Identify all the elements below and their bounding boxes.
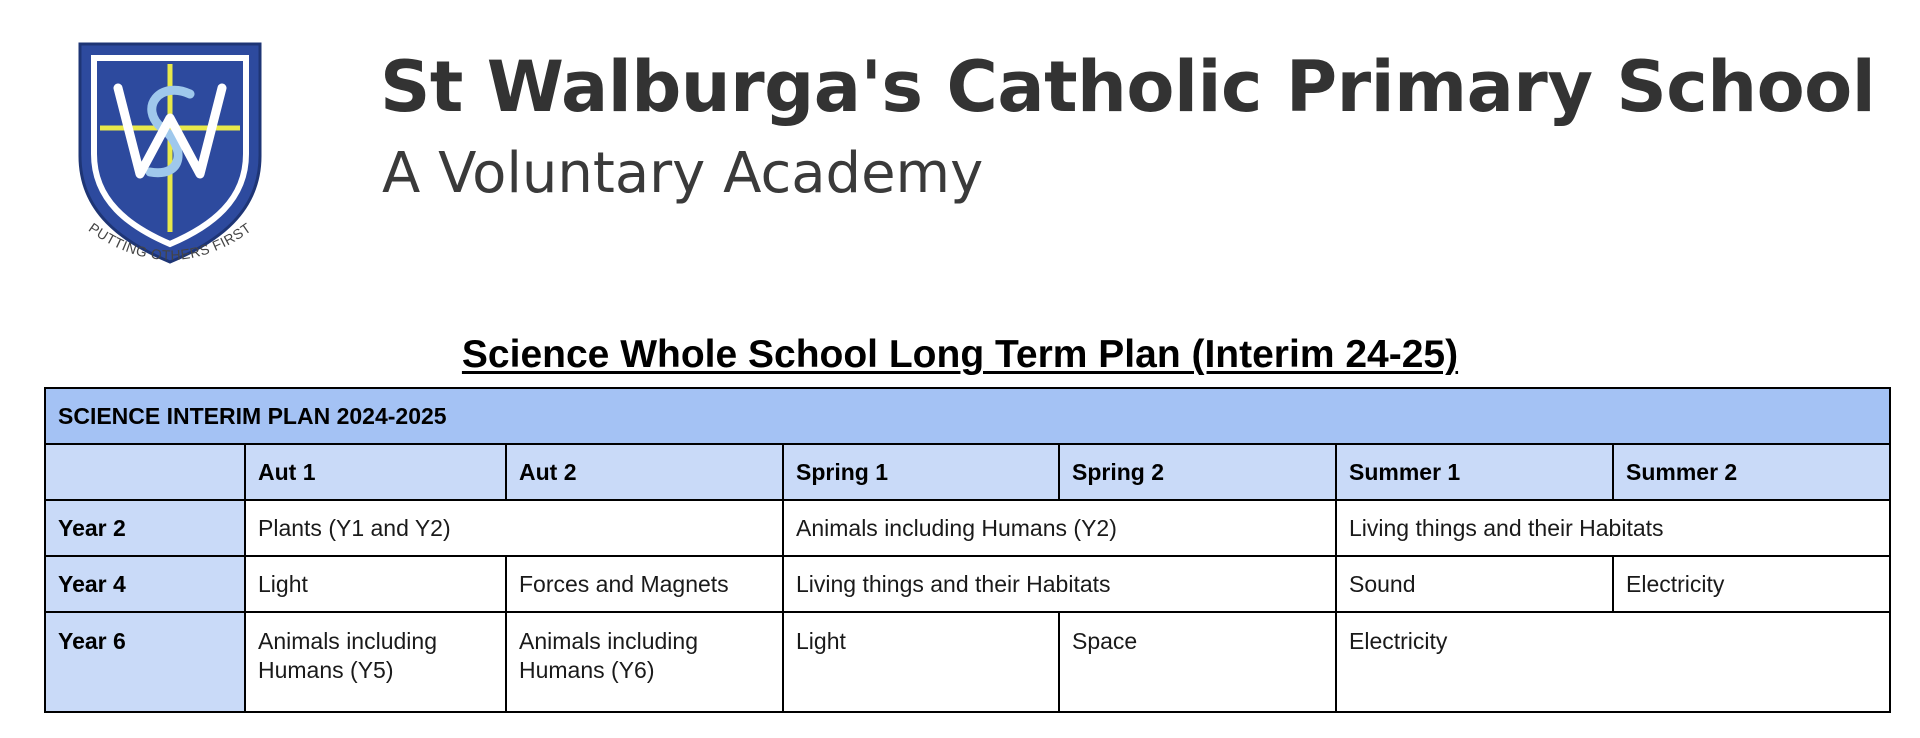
- year-label: Year 4: [45, 556, 245, 612]
- term-header-summer2: Summer 2: [1613, 444, 1890, 500]
- topic-cell: Light: [245, 556, 506, 612]
- year-label: Year 2: [45, 500, 245, 556]
- topic-cell: Living things and their Habitats: [1336, 500, 1890, 556]
- topic-cell: Animals including Humans (Y5): [245, 612, 506, 712]
- table-row: [45, 612, 1890, 712]
- term-header-aut1: Aut 1: [245, 444, 506, 500]
- topic-cell: Light: [783, 612, 1059, 712]
- topic-cell: Sound: [1336, 556, 1613, 612]
- topic-cell: Plants (Y1 and Y2): [245, 500, 783, 556]
- term-header-summer1: Summer 1: [1336, 444, 1613, 500]
- term-header-aut2: Aut 2: [506, 444, 783, 500]
- school-crest-logo: [66, 36, 276, 276]
- crest-motto-text: PUTTING OTHERS FIRST: [85, 219, 255, 264]
- document-title: Science Whole School Long Term Plan (Interim 24-25): [461, 333, 1459, 376]
- year-label: Year 6: [45, 612, 245, 712]
- term-header-spring2: Spring 2: [1059, 444, 1336, 500]
- school-name: St Walburga's Catholic Primary School: [380, 46, 1876, 128]
- table-row: [45, 556, 1890, 612]
- topic-cell: Animals including Humans (Y6): [506, 612, 783, 712]
- topic-cell: Forces and Magnets: [506, 556, 783, 612]
- table-banner: SCIENCE INTERIM PLAN 2024-2025: [45, 388, 1890, 444]
- topic-cell: Electricity: [1336, 612, 1890, 712]
- term-header-spring1: Spring 1: [783, 444, 1059, 500]
- table-row: [45, 500, 1890, 556]
- school-subtitle: A Voluntary Academy: [382, 141, 984, 206]
- term-header-row: [45, 444, 1890, 500]
- topic-cell: Animals including Humans (Y2): [783, 500, 1336, 556]
- table-banner-row: [45, 388, 1890, 444]
- topic-cell: Space: [1059, 612, 1336, 712]
- term-header-blank: [45, 444, 245, 500]
- science-plan-table: [44, 387, 1891, 713]
- topic-cell: Living things and their Habitats: [783, 556, 1336, 612]
- topic-cell: Electricity: [1613, 556, 1890, 612]
